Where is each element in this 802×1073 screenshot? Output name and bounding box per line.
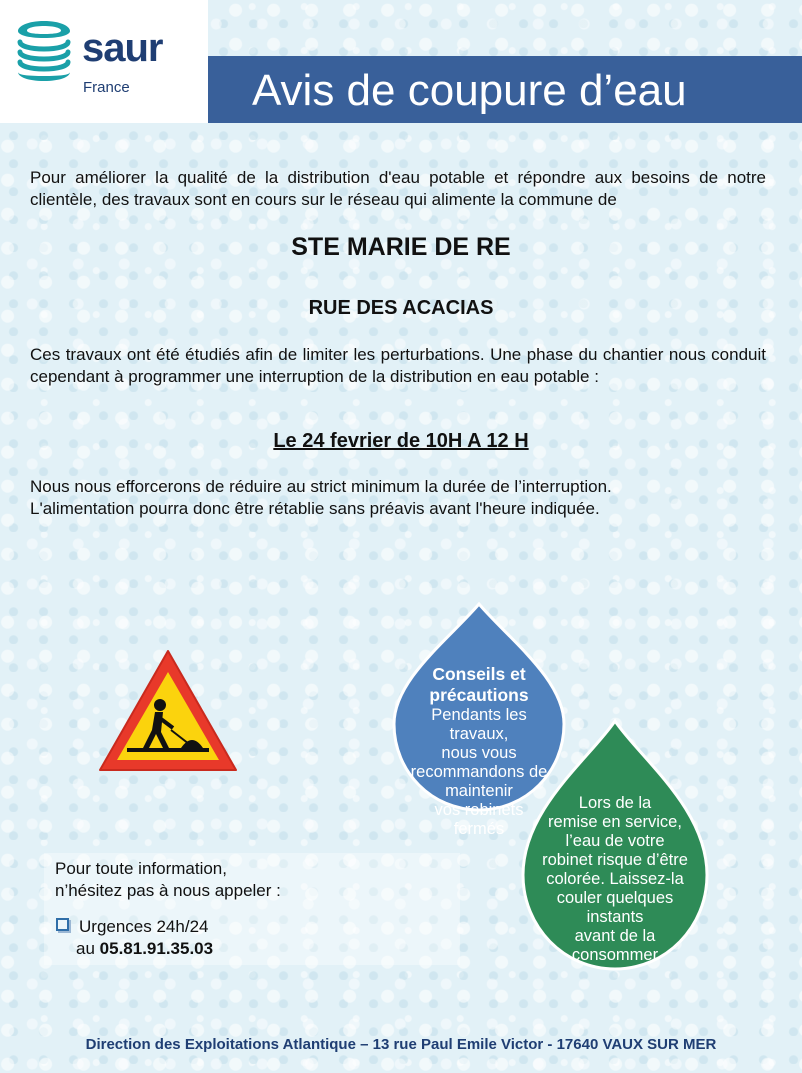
advice-blue-line: vos robinets <box>434 801 524 819</box>
closing-paragraph <box>30 476 770 519</box>
advice-blue-line: recommandons de <box>410 763 548 781</box>
phone-prefix: au <box>76 939 95 958</box>
advice-green-line: colorée. Laissez-la <box>546 870 684 888</box>
contact-line-1: Pour toute information, <box>55 859 227 878</box>
urgence-item <box>56 917 208 937</box>
advice-green-line: instants <box>586 908 644 926</box>
phone-number[interactable]: 05.81.91.35.03 <box>99 939 214 958</box>
advice-blue-line: Pendants les <box>431 706 527 724</box>
closing-line-2: L'alimentation pourra donc être rétablie sans préavis avant l'heure indiquée. <box>30 498 600 518</box>
footer-address: Direction des Exploitations Atlantique – 13 rue Paul Emile Victor - 17640 VAUX SUR MER <box>85 1036 717 1053</box>
advice-green-line: couler quelques <box>556 889 674 907</box>
saur-logo-mark <box>14 18 74 84</box>
advice-blue-line: maintenir <box>445 782 513 800</box>
logo-subtitle: France <box>83 79 130 96</box>
page-title: Avis de coupure d’eau <box>252 66 687 115</box>
advice-blue-line: travaux, <box>449 725 509 743</box>
logo-wordmark: saur <box>82 26 163 70</box>
advice-blue-line: nous vous <box>441 744 517 762</box>
urgence-label: Urgences 24h/24 <box>79 917 209 936</box>
checkbox-bullet-icon <box>56 918 69 931</box>
phone-line <box>76 939 213 959</box>
advice-green-line: consommer <box>571 946 659 964</box>
contact-line-2: n’hésitez pas à nous appeler : <box>55 881 281 900</box>
saur-logo <box>0 0 208 123</box>
commune-name: STE MARIE DE RE <box>291 233 511 261</box>
advice-green-text <box>519 794 711 965</box>
title-bar <box>208 56 802 123</box>
street-name: RUE DES ACACIAS <box>308 297 494 319</box>
advice-green-line: Lors de la <box>578 794 652 812</box>
intro-paragraph: Pour améliorer la qualité de la distribution d'eau potable et répondre aux besoins de notre clientèle, des travaux sont en cours sur le réseau qui alimente la commune de <box>30 168 766 209</box>
advice-blue-title: Conseils et précautions <box>429 664 529 705</box>
contact-box <box>44 853 460 965</box>
roadworks-warning-sign-icon <box>97 648 239 774</box>
works-paragraph: Ces travaux ont été étudiés afin de limiter les perturbations. Une phase du chantier nous conduit cependant à programmer une interruption de la distribution en eau potable : <box>30 345 766 386</box>
outage-date: Le 24 fevrier de 10H A 12 H <box>273 430 529 452</box>
advice-green-line: robinet risque d’être <box>542 851 688 869</box>
closing-line-1: Nous nous efforcerons de réduire au strict minimum la durée de l’interruption. <box>30 477 612 496</box>
advice-blue-line: fermés <box>453 820 505 838</box>
advice-green-line: avant de la <box>574 927 656 945</box>
advice-green-line: l’eau de votre <box>565 832 665 850</box>
advice-green-line: remise en service, <box>548 813 682 831</box>
